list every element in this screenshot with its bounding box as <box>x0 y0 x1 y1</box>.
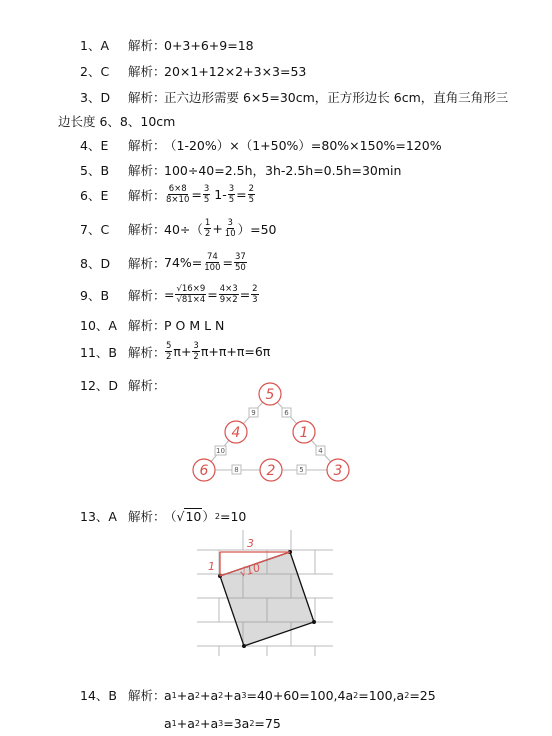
fraction <box>251 284 258 305</box>
analysis-label: 解析： <box>128 255 166 271</box>
numerator: 3 <box>228 184 235 194</box>
exponent: 2 <box>214 511 220 521</box>
numerator: 6×8 <box>168 184 187 194</box>
fraction <box>248 184 255 205</box>
subscript: 2 <box>404 690 410 700</box>
math-text: =40+60=100,4a <box>246 687 354 703</box>
answer-3 <box>80 88 508 106</box>
circle-number: 3 <box>333 463 343 479</box>
answer-number: 8、D <box>80 255 111 271</box>
answer-3-continuation: 边长度 6、8、10cm <box>58 114 176 129</box>
denominator: 10 <box>224 229 236 239</box>
numerator: √16×9 <box>176 284 206 294</box>
equals-sign: = <box>207 287 218 302</box>
answer-12 <box>80 376 164 394</box>
analysis-text: P O M L N <box>164 317 225 333</box>
answer-8 <box>80 252 248 273</box>
equals-sign: = <box>239 287 251 302</box>
math-text: π+π+π=6π <box>200 344 271 359</box>
numerator: 1 <box>204 218 211 228</box>
answer-1 <box>80 36 254 54</box>
analysis-math <box>164 184 256 205</box>
fraction <box>175 284 206 305</box>
denominator: 8×10 <box>166 195 190 205</box>
box-label: 8 <box>234 466 239 474</box>
math-text: =25 <box>409 687 436 703</box>
answer-number: 5、B <box>80 163 110 178</box>
analysis-label: 解析： <box>128 378 166 393</box>
subscript: 2 <box>194 690 200 700</box>
math-text: +a <box>200 716 219 731</box>
equals-sign: = <box>191 187 202 202</box>
fraction <box>219 284 239 305</box>
numerator: 3 <box>227 218 233 228</box>
math-text: 40÷（ <box>164 221 203 237</box>
denominator: 2 <box>204 229 211 239</box>
math-text: （ <box>164 509 177 524</box>
circle-number: 2 <box>266 463 276 479</box>
fraction <box>203 184 210 205</box>
answer-number: 9、B <box>80 287 110 303</box>
subscript: 3 <box>218 719 224 728</box>
fraction <box>165 341 172 362</box>
numerator: 5 <box>166 341 172 351</box>
analysis-label: 解析： <box>128 287 166 303</box>
subscript: 3 <box>241 690 247 700</box>
subscript: 1 <box>171 690 177 700</box>
answer-10 <box>80 316 224 334</box>
number-triangle-figure <box>190 380 352 485</box>
subscript: 2 <box>194 719 200 728</box>
analysis-text: 100÷40=2.5h，3h-2.5h=0.5h=30min <box>164 163 402 178</box>
numerator: 3 <box>203 184 210 194</box>
fraction <box>224 218 237 239</box>
math-text: 74%= <box>164 255 203 270</box>
answer-number: 4、E <box>80 138 109 153</box>
numerator: 2 <box>248 184 255 194</box>
denominator: 5 <box>228 195 235 205</box>
analysis-text: （1-20%）×（1+50%）=80%×150%=120% <box>164 138 442 153</box>
math-text: =3a <box>223 716 250 731</box>
box-label: 6 <box>284 409 289 417</box>
analysis-text: 正六边形需要 6×5=30cm，正方形边长 6cm，直角三角形三 <box>164 90 509 105</box>
denominator: 5 <box>248 195 255 205</box>
numerator: 2 <box>252 284 258 294</box>
circle-number: 4 <box>231 425 241 441</box>
denominator: 5 <box>203 195 210 205</box>
math-text: ）=50 <box>237 221 277 237</box>
equals-sign: = <box>222 255 233 270</box>
answer-number: 7、C <box>80 221 110 237</box>
equals-sign: = <box>164 287 175 302</box>
answer-number: 11、B <box>80 344 117 360</box>
answer-5 <box>80 161 401 179</box>
analysis-math <box>164 252 248 273</box>
analysis-math <box>164 507 246 525</box>
answer-number: 3、D <box>80 90 111 105</box>
fraction <box>204 218 211 239</box>
box-label: 10 <box>216 447 225 455</box>
answer-number: 12、D <box>80 378 119 393</box>
denominator: 2 <box>166 352 172 362</box>
subscript: 2 <box>249 719 255 728</box>
fraction <box>234 252 247 273</box>
answer-2 <box>80 62 306 80</box>
analysis-text: 0+3+6+9=18 <box>164 37 254 53</box>
subscript: 1 <box>171 719 177 728</box>
label-three: 3 <box>247 537 254 550</box>
analysis-math <box>164 688 436 703</box>
answer-9 <box>80 284 260 305</box>
subscript: 2 <box>218 690 224 700</box>
analysis-label: 解析： <box>128 90 166 105</box>
answer-6 <box>80 184 256 205</box>
analysis-label: 解析： <box>128 187 166 203</box>
answer-14-line-2 <box>164 716 281 731</box>
box-label: 9 <box>251 409 256 417</box>
answer-11 <box>80 341 270 362</box>
label-one: 1 <box>208 560 215 573</box>
equals-sign: = <box>236 187 247 202</box>
analysis-text: 20×1+12×2+3×3=53 <box>164 63 307 79</box>
answer-13 <box>80 507 246 525</box>
plus-sign: + <box>212 221 223 236</box>
analysis-label: 解析： <box>128 221 166 237</box>
denominator: 50 <box>234 263 246 273</box>
math-text: ） <box>202 509 215 524</box>
answer-4 <box>80 136 442 154</box>
math-text: =100,a <box>358 687 405 703</box>
analysis-label: 解析： <box>128 688 166 703</box>
analysis-label: 解析： <box>128 138 166 153</box>
answer-number: 14、B <box>80 688 117 703</box>
analysis-label: 解析： <box>128 318 166 333</box>
denominator: 3 <box>252 295 258 305</box>
numerator: 37 <box>234 252 246 262</box>
answer-number: 13、A <box>80 509 117 524</box>
math-text: =10 <box>220 508 247 524</box>
answer-number: 6、E <box>80 187 109 203</box>
sqrt-symbol: √ <box>176 508 185 524</box>
analysis-label: 解析： <box>128 509 166 524</box>
analysis-math <box>164 341 270 362</box>
numerator: 3 <box>193 341 199 351</box>
fraction <box>165 184 190 205</box>
answer-14 <box>80 686 436 704</box>
answer-number: 1、A <box>80 38 110 53</box>
circle-number: 6 <box>199 463 209 479</box>
denominator: 100 <box>204 263 221 273</box>
answer-7 <box>80 218 277 239</box>
answer-number: 10、A <box>80 318 117 333</box>
radicand: 10 <box>185 509 202 524</box>
analysis-math <box>164 218 277 239</box>
label-sqrt10: √10 <box>237 560 262 580</box>
fraction <box>192 341 199 362</box>
math-text: +a <box>223 687 242 703</box>
math-text: =75 <box>254 716 281 731</box>
analysis-math <box>164 284 260 305</box>
math-text: π+ <box>173 344 192 359</box>
math-text: a <box>164 687 172 703</box>
math-text: +a <box>200 687 219 703</box>
math-text: +a <box>176 716 195 731</box>
subscript: 2 <box>353 690 359 700</box>
numerator: 74 <box>206 252 218 262</box>
numerator: 4×3 <box>219 284 238 294</box>
math-text: a <box>164 716 172 731</box>
denominator: √81×4 <box>176 295 206 305</box>
analysis-label: 解析： <box>128 163 166 178</box>
analysis-label: 解析： <box>128 38 166 53</box>
fraction <box>228 184 235 205</box>
brick-wall-figure <box>197 530 333 656</box>
fraction <box>203 252 221 273</box>
analysis-label: 解析： <box>128 344 166 360</box>
math-text: 1- <box>214 187 227 202</box>
circle-number: 1 <box>299 425 309 441</box>
box-label: 5 <box>299 466 304 474</box>
analysis-label: 解析： <box>128 64 166 79</box>
denominator: 9×2 <box>219 295 238 305</box>
answer-number: 2、C <box>80 64 110 79</box>
math-text: +a <box>176 687 195 703</box>
denominator: 2 <box>193 352 199 362</box>
box-label: 4 <box>318 447 323 455</box>
circle-number: 5 <box>265 387 275 403</box>
